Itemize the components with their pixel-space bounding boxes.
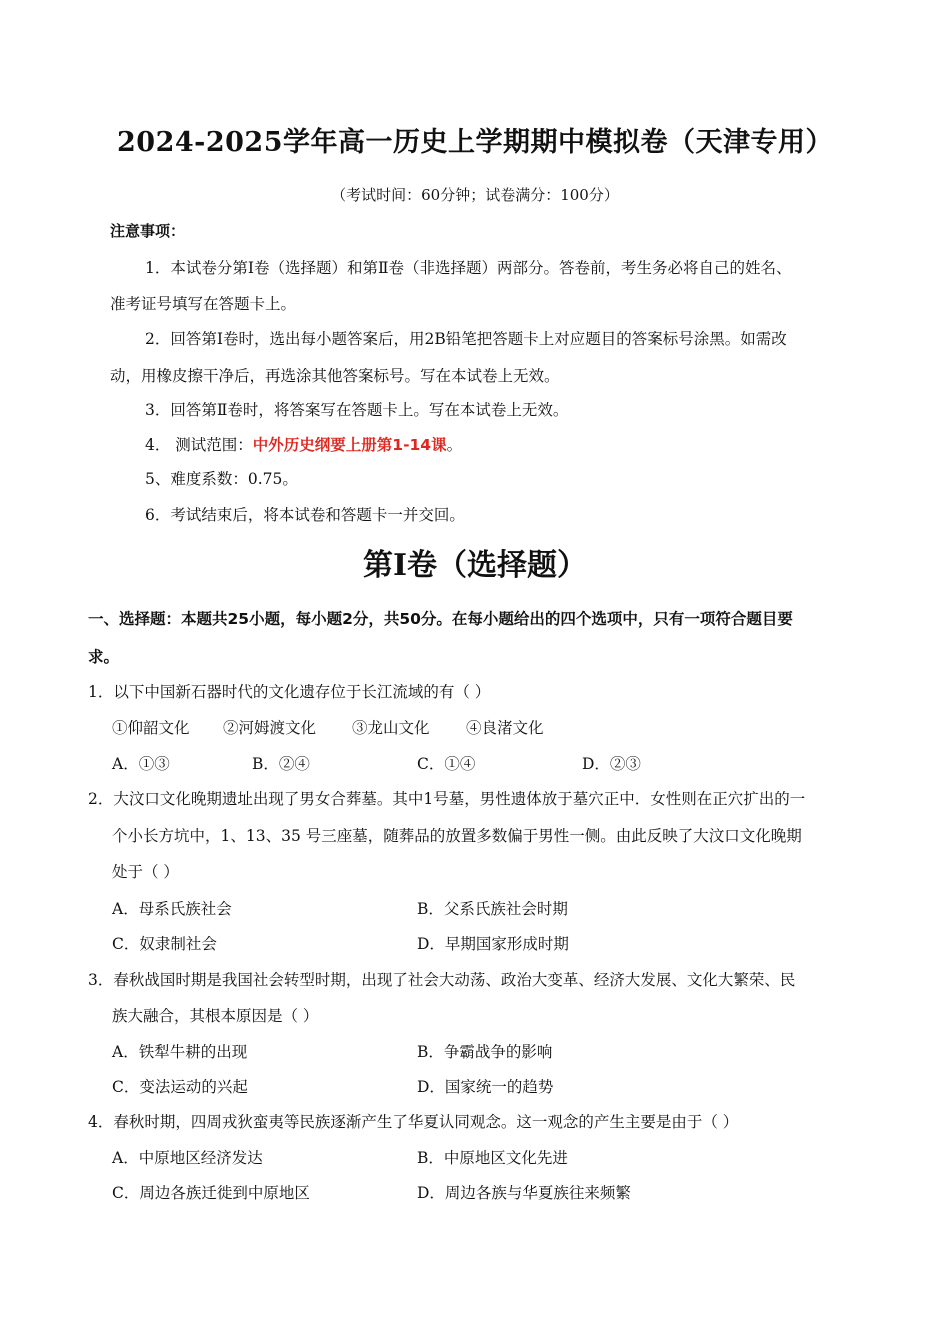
- q2-option-b: B．父系氏族社会时期: [417, 900, 568, 918]
- q2-stem-line-1: 2．大汶口文化晚期遗址出现了男女合葬墓。其中1号墓，男性遗体放于墓穴正中．女性则在正穴扩出的一: [88, 790, 806, 808]
- q1-option-b: B．②④: [252, 755, 310, 773]
- note-2-line-2: 动，用橡皮擦干净后，再选涂其他答案标号。写在本试卷上无效。: [110, 367, 560, 385]
- q2-option-c: C．奴隶制社会: [112, 935, 217, 953]
- notes-heading: 注意事项：: [110, 222, 186, 240]
- q3-option-d: D．国家统一的趋势: [417, 1078, 554, 1096]
- note-1-line-1: 1．本试卷分第Ⅰ卷（选择题）和第Ⅱ卷（非选择题）两部分。答卷前，考生务必将自己的姓名、: [145, 259, 792, 277]
- note-3: 3．回答第Ⅱ卷时，将答案写在答题卡上。写在本试卷上无效。: [145, 401, 569, 419]
- q4-option-b: B．中原地区文化先进: [417, 1149, 568, 1167]
- q4-option-d: D．周边各族与华夏族往来频繁: [417, 1184, 631, 1202]
- test-range: 中外历史纲要上册第1-14课: [252, 436, 447, 454]
- q1-item-4: ④良渚文化: [466, 719, 544, 737]
- q2-option-a: A．母系氏族社会: [112, 900, 232, 918]
- exam-info: （考试时间：60分钟；试卷满分：100分）: [331, 186, 619, 204]
- q1-item-2: ②河姆渡文化: [223, 719, 317, 737]
- q3-stem-line-1: 3．春秋战国时期是我国社会转型时期，出现了社会大动荡、政治大变革、经济大发展、文化大繁荣、民: [88, 971, 796, 989]
- note-1-line-2: 准考证号填写在答题卡上。: [110, 295, 297, 313]
- q2-stem-line-2: 个小长方坑中，1、13、35 号三座墓，随葬品的放置多数偏于男性一侧。由此反映了大汶口文化晚期: [112, 827, 802, 845]
- note-4-prefix: 4． 测试范围：: [145, 436, 253, 454]
- q4-option-c: C．周边各族迁徙到中原地区: [112, 1184, 310, 1202]
- note-4: [145, 433, 462, 455]
- q4-option-a: A．中原地区经济发达: [112, 1149, 263, 1167]
- note-4-suffix: 。: [446, 436, 463, 454]
- q1-option-d: D．②③: [582, 755, 641, 773]
- q1-stem: 1．以下中国新石器时代的文化遗存位于长江流域的有（ ）: [88, 683, 491, 701]
- note-6: 6．考试结束后，将本试卷和答题卡一并交回。: [145, 506, 465, 524]
- note-5: 5、难度系数：0.75。: [145, 470, 298, 488]
- q1-item-1: ①仰韶文化: [112, 719, 190, 737]
- q1-option-a: A．①③: [112, 755, 170, 773]
- section-instructions-line-2: 求。: [88, 648, 120, 666]
- q1-option-c: C．①④: [417, 755, 476, 773]
- q3-option-a: A．铁犁牛耕的出现: [112, 1043, 248, 1061]
- page-title: 2024-2025学年高一历史上学期期中模拟卷（天津专用）: [117, 127, 833, 158]
- q2-option-d: D．早期国家形成时期: [417, 935, 569, 953]
- q3-option-b: B．争霸战争的影响: [417, 1043, 553, 1061]
- q2-stem-line-3: 处于（ ）: [112, 863, 179, 881]
- q1-item-3: ③龙山文化: [352, 719, 430, 737]
- section-instructions-line-1: 一、选择题：本题共25小题，每小题2分，共50分。在每小题给出的四个选项中，只有一项符合题目要: [88, 610, 793, 628]
- q4-stem: 4．春秋时期，四周戎狄蛮夷等民族逐渐产生了华夏认同观念。这一观念的产生主要是由于（ ）: [88, 1113, 739, 1131]
- q3-option-c: C．变法运动的兴起: [112, 1078, 248, 1096]
- note-2-line-1: 2．回答第Ⅰ卷时，选出每小题答案后，用2B铅笔把答题卡上对应题目的答案标号涂黑。如需改: [145, 330, 787, 348]
- section-title: 第Ⅰ卷（选择题）: [362, 548, 588, 583]
- q3-stem-line-2: 族大融合，其根本原因是（ ）: [112, 1007, 319, 1025]
